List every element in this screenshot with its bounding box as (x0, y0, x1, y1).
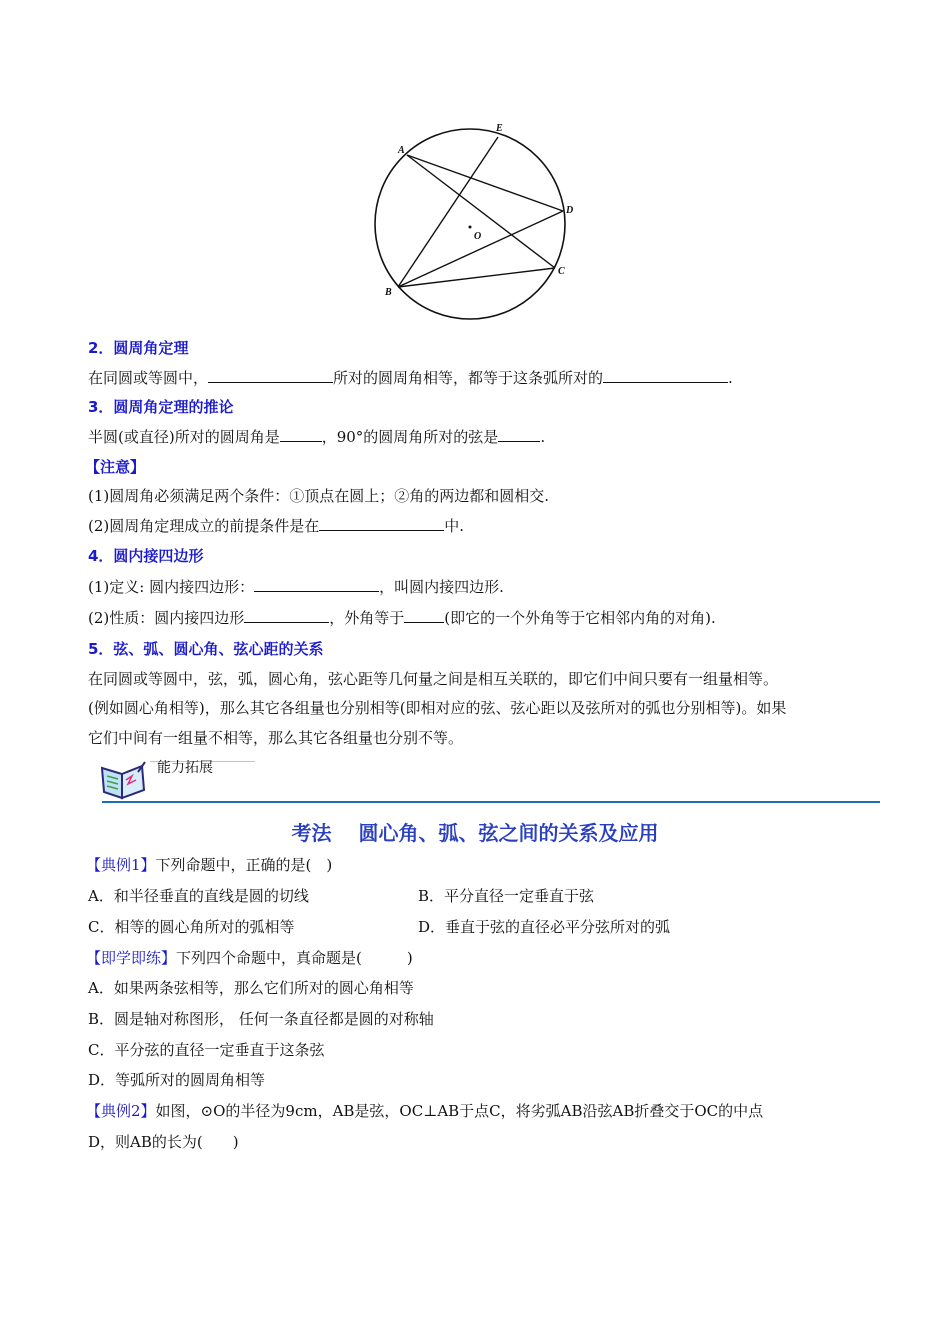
label-O: O (474, 231, 482, 242)
practice-option-b: B．圆是轴对称图形， 任何一条直径都是圆的对称轴 (88, 1010, 434, 1028)
blank (244, 608, 329, 623)
practice-tag: 【即学即练】 (86, 949, 177, 967)
circle (375, 129, 565, 319)
option-a: A．和半径垂直的直线是圆的切线 (88, 887, 309, 905)
option-b: B．平分直径一定垂直于弦 (418, 887, 595, 905)
practice-option-c: C．平分弦的直径一定垂直于这条弦 (88, 1041, 325, 1059)
chord-AD (407, 155, 563, 211)
text: (即它的一个外角等于它相邻内角的对角). (444, 609, 716, 627)
heading-note: 【注意】 (85, 458, 146, 476)
text: 半圆(或直径)所对的圆周角是 (88, 428, 280, 446)
chord-BC (398, 268, 555, 287)
example-1-question (86, 855, 332, 875)
question-text: 如图，⊙O的半径为9cm，AB是弦，OC⊥AB于点C，将劣弧AB沿弦AB折叠交于OC的中点 (155, 1102, 764, 1120)
s3-text (88, 427, 545, 447)
text: 所对的圆周角相等，都等于这条弧所对的 (333, 369, 604, 387)
question-text: 下列命题中，正确的是( ) (155, 856, 333, 874)
blank (280, 427, 322, 442)
s5-line-2: (例如圆心角相等)，那么其它各组量也分别相等(即相对应的弦、弦心距以及弦所对的弧也分别相等)。如果 (88, 699, 787, 717)
section-divider (102, 801, 880, 803)
text: ，叫圆内接四边形. (379, 578, 504, 596)
banner-label: 能力拓展 (157, 760, 213, 776)
option-d: D．垂直于弦的直径必平分弦所对的弧 (418, 918, 671, 936)
text: ，90°的圆周角所对的弦是 (321, 428, 499, 446)
label-E: E (496, 123, 503, 134)
s5-line-1: 在同圆或等圆中，弦，弧，圆心角，弦心距等几何量之间是相互关联的，即它们中间只要有一组量相等。 (88, 670, 779, 688)
heading-cyclic-quadrilateral: 4．圆内接四边形 (88, 547, 204, 565)
label-B: B (385, 287, 392, 298)
text: . (728, 369, 733, 387)
text: ，外角等于 (329, 609, 405, 627)
label-C: C (558, 266, 565, 277)
blank (319, 516, 444, 531)
text: . (540, 428, 546, 446)
text: 在同圆或等圆中， (88, 369, 209, 387)
s4-line-2 (88, 608, 716, 628)
text: (2)圆周角定理成立的前提条件是在 (88, 517, 320, 535)
practice-option-a: A．如果两条弦相等，那么它们所对的圆心角相等 (88, 979, 414, 997)
text: 中. (444, 517, 465, 535)
practice-option-d: D．等弧所对的圆周角相等 (88, 1071, 266, 1089)
label-D: D (566, 205, 574, 216)
text: (1)定义: 圆内接四边形： (88, 578, 255, 596)
blank (498, 427, 540, 442)
heading-relations: 5．弦、弧、圆心角、弦心距的关系 (88, 640, 324, 658)
heading-inscribed-angle-theorem: 2．圆周角定理 (88, 339, 189, 357)
example-2-line-2: D，则AB的长为( ) (88, 1133, 239, 1151)
section-title: 考法 圆心角、弧、弦之间的关系及应用 (291, 821, 659, 845)
center-point (469, 226, 472, 229)
text: (2)性质：圆内接四边形 (88, 609, 245, 627)
example-2-line-1 (86, 1101, 763, 1121)
label-A: A (398, 145, 405, 156)
example-tag: 【典例1】 (86, 856, 156, 874)
note-line-2 (88, 516, 464, 536)
chord-AC (407, 155, 555, 268)
blank (208, 368, 333, 383)
s5-line-3: 它们中间有一组量不相等，那么其它各组量也分别不等。 (88, 729, 464, 747)
practice-question (86, 948, 413, 968)
blank (404, 608, 444, 623)
circle-figure (360, 115, 590, 335)
heading-corollary: 3．圆周角定理的推论 (88, 398, 234, 416)
blank (603, 368, 728, 383)
s2-text (88, 368, 733, 388)
question-text: 下列四个命题中，真命题是( ) (176, 949, 413, 967)
blank (254, 577, 379, 592)
note-line-1: (1)圆周角必须满足两个条件：①顶点在圆上；②角的两边都和圆相交. (88, 487, 550, 505)
s4-line-1 (88, 577, 504, 597)
book-icon (98, 760, 150, 800)
example-tag: 【典例2】 (86, 1102, 156, 1120)
option-c: C．相等的圆心角所对的弧相等 (88, 918, 295, 936)
